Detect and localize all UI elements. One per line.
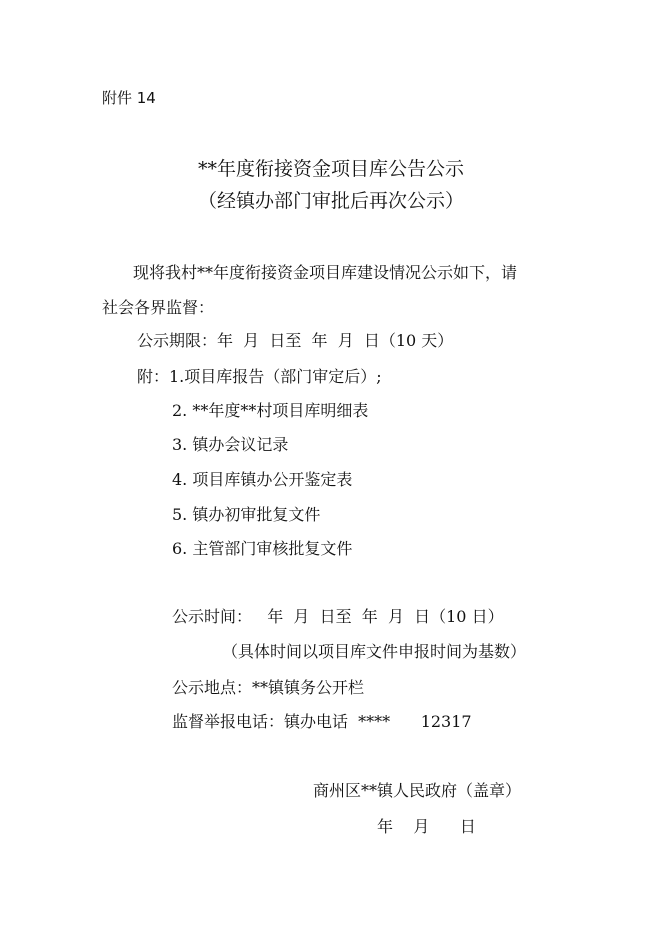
intro-line-2: 社会各界监督： — [102, 298, 215, 317]
document-subtitle: （经镇办部门审批后再次公示） — [197, 190, 464, 212]
publication-period: 公示期限：年 月 日至 年 月 日（10 天） — [137, 331, 454, 350]
signature-date: 年 月 日 — [377, 817, 476, 836]
notice-time-note: （具体时间以项目库文件申报时间为基数） — [222, 642, 527, 661]
intro-line-1: 现将我村**年度衔接资金项目库建设情况公示如下，请 — [133, 263, 518, 282]
notice-place: 公示地点：**镇镇务公开栏 — [172, 678, 365, 697]
attachment-label: 附件 14 — [102, 89, 156, 107]
attachment-item-1: 附：1.项目库报告（部门审定后）; — [137, 367, 382, 386]
document-title: **年度衔接资金项目库公告公示 — [197, 158, 464, 180]
signature-org: 商州区**镇人民政府（盖章） — [313, 781, 522, 800]
notice-time: 公示时间： 年 月 日至 年 月 日（10 日） — [172, 607, 504, 626]
attachment-item-6: 6. 主管部门审核批复文件 — [172, 539, 353, 558]
attachment-item-5: 5. 镇办初审批复文件 — [172, 505, 321, 524]
attachment-item-4: 4. 项目库镇办公开鉴定表 — [172, 470, 353, 489]
notice-phone: 监督举报电话：镇办电话 **** 12317 — [172, 712, 472, 731]
attachment-item-3: 3. 镇办会议记录 — [172, 435, 289, 454]
attachment-item-2: 2. **年度**村项目库明细表 — [172, 401, 369, 420]
